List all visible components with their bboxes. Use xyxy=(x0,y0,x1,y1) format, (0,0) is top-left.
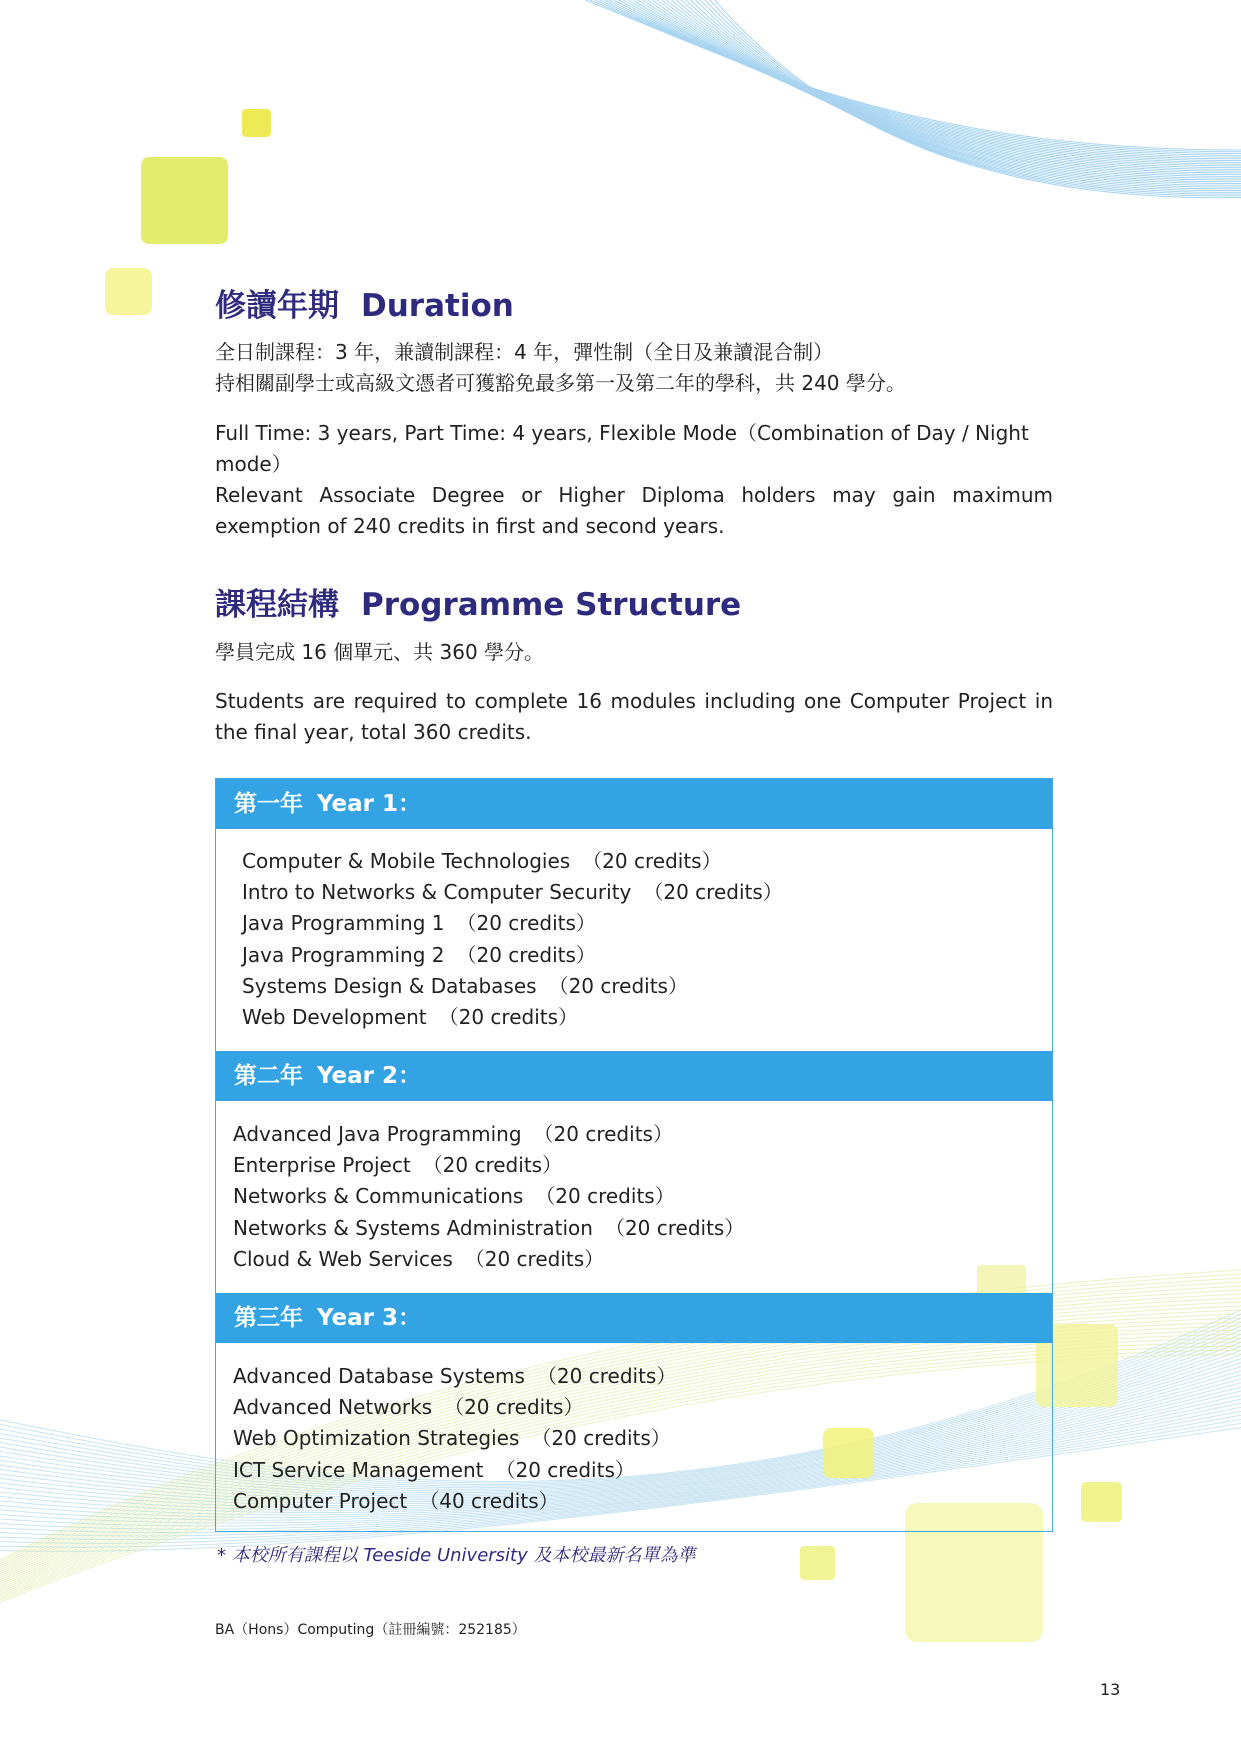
module-name: ICT Service Management xyxy=(233,1457,484,1482)
duration-en-line: Relevant Associate Degree or Higher Diploma holders may gain maximum exemption of 240 credits in first and second years. xyxy=(215,483,1053,538)
page-number: 13 xyxy=(1100,1680,1121,1699)
year-label-zh: 第一年 xyxy=(234,791,303,817)
module-name: Web Development xyxy=(242,1005,427,1030)
module-credits: （20 credits） xyxy=(548,973,688,998)
structure-en-paragraph xyxy=(215,686,1053,748)
duration-zh-line: 持相關副學士或高級文憑者可獲豁免最多第一及第二年的學科，共 240 學分。 xyxy=(215,371,906,395)
year-label-zh: 第二年 xyxy=(234,1063,303,1089)
module-credits: （20 credits） xyxy=(438,1005,579,1030)
module-name: Web Optimization Strategies xyxy=(233,1426,520,1451)
module-item xyxy=(242,1002,783,1033)
module-credits: （20 credits） xyxy=(531,1426,671,1451)
module-item xyxy=(233,1423,676,1454)
module-item xyxy=(233,1150,744,1181)
structure-zh-line: 學員完成 16 個單元、共 360 學分。 xyxy=(215,640,545,664)
year-1-header xyxy=(216,779,1052,829)
decorative-wave-line xyxy=(595,0,1241,154)
module-name: Systems Design & Databases xyxy=(242,973,537,998)
decorative-wave-line xyxy=(667,0,1241,180)
module-credits: （20 credits） xyxy=(444,1395,584,1420)
decorative-wave-line xyxy=(633,0,1241,168)
module-credits: （20 credits） xyxy=(456,942,596,967)
decorative-wave-line xyxy=(705,0,1241,194)
module-item xyxy=(233,1455,676,1486)
decorative-wave-line xyxy=(647,0,1241,173)
module-name: Networks & Communications xyxy=(233,1184,524,1209)
module-item xyxy=(242,940,783,971)
decorative-wave-line xyxy=(715,0,1241,198)
module-credits: （20 credits） xyxy=(643,880,783,905)
decorative-wave-line xyxy=(695,0,1241,191)
module-credits: （20 credits） xyxy=(582,849,722,873)
decorative-wave-line xyxy=(710,0,1241,196)
module-item xyxy=(233,1181,744,1212)
decorative-wave-line xyxy=(590,0,1241,152)
year-1-module-list xyxy=(242,846,783,1033)
duration-heading-en: Duration xyxy=(361,288,514,324)
decorative-square xyxy=(105,268,152,315)
module-item xyxy=(242,846,783,877)
duration-zh-line: 全日制課程：3 年，兼讀制課程：4 年，彈性制（全日及兼讀混合制） xyxy=(215,340,834,364)
duration-en-line: Full Time: 3 years, Part Time: 4 years, Flexible Mode（Combination of Day / Night mode） xyxy=(215,421,1029,476)
module-name: Computer Project xyxy=(233,1488,408,1513)
duration-en-paragraph xyxy=(215,418,1053,542)
decorative-wave-line xyxy=(614,0,1241,161)
module-item xyxy=(233,1119,744,1150)
module-name: Java Programming 2 xyxy=(242,942,445,967)
decorative-wave-line xyxy=(609,0,1241,159)
year-2-module-list xyxy=(233,1119,744,1275)
year-2-header xyxy=(216,1051,1052,1101)
decorative-square xyxy=(141,157,228,244)
module-name: Intro to Networks & Computer Security xyxy=(242,880,632,905)
module-item xyxy=(233,1392,676,1423)
decorative-wave-line xyxy=(700,0,1241,192)
module-item xyxy=(233,1244,744,1275)
structure-heading xyxy=(215,579,741,624)
programme-structure-table xyxy=(215,778,1053,1532)
decorative-wave-line xyxy=(604,0,1241,157)
module-name: Cloud & Web Services xyxy=(233,1246,453,1271)
module-name: Networks & Systems Administration xyxy=(233,1215,593,1240)
module-item xyxy=(233,1361,676,1392)
module-name: Advanced Networks xyxy=(233,1395,433,1420)
decorative-wave-line xyxy=(662,0,1241,178)
decorative-wave-line xyxy=(671,0,1241,182)
duration-heading xyxy=(215,280,514,325)
decorative-wave-line xyxy=(638,0,1241,169)
module-name: Advanced Java Programming xyxy=(233,1122,522,1146)
module-name: Java Programming 1 xyxy=(242,911,445,936)
structure-en-line: Students are required to complete 16 modules including one Computer Project in the final year, total 360 credits. xyxy=(215,689,1053,744)
module-credits: （20 credits） xyxy=(456,911,596,936)
module-credits: （20 credits） xyxy=(464,1246,605,1271)
structure-heading-zh: 課程結構 xyxy=(215,587,339,623)
decorative-wave-line xyxy=(623,0,1241,164)
decorative-wave-line xyxy=(619,0,1241,162)
module-credits: （20 credits） xyxy=(604,1215,745,1240)
module-name: Advanced Database Systems xyxy=(233,1364,525,1388)
module-name: Computer & Mobile Technologies xyxy=(242,849,571,873)
year-label-en: Year 2： xyxy=(317,1063,422,1089)
module-name: Enterprise Project xyxy=(233,1153,411,1178)
decorative-square xyxy=(1081,1482,1122,1522)
module-credits: （20 credits） xyxy=(533,1122,673,1146)
decorative-wave-line xyxy=(628,0,1241,166)
duration-zh-paragraph xyxy=(215,337,1053,399)
module-credits: （20 credits） xyxy=(536,1364,677,1388)
module-credits: （20 credits） xyxy=(535,1184,675,1209)
module-credits: （20 credits） xyxy=(422,1153,563,1178)
decorative-wave-line xyxy=(599,0,1241,155)
structure-zh-paragraph xyxy=(215,637,1053,668)
structure-heading-en: Programme Structure xyxy=(361,587,742,623)
decorative-wave-line xyxy=(657,0,1241,176)
year-3-header xyxy=(216,1293,1052,1343)
module-item xyxy=(242,908,783,939)
footnote: * 本校所有課程以 Teeside University 及本校最新名單為準 xyxy=(217,1545,696,1566)
module-item xyxy=(233,1486,676,1517)
decorative-square xyxy=(242,109,271,137)
module-item xyxy=(233,1213,744,1244)
decorative-wave-line xyxy=(676,0,1241,184)
module-item xyxy=(242,877,783,908)
year-label-en: Year 1： xyxy=(317,791,422,817)
decorative-wave-line xyxy=(652,0,1241,175)
year-3-module-list xyxy=(233,1361,676,1517)
duration-heading-zh: 修讀年期 xyxy=(215,288,339,324)
module-item xyxy=(242,971,783,1002)
decorative-square xyxy=(800,1546,835,1580)
decorative-wave-line xyxy=(681,0,1241,185)
year-label-zh: 第三年 xyxy=(234,1305,303,1331)
module-credits: （40 credits） xyxy=(419,1488,559,1513)
module-credits: （20 credits） xyxy=(495,1457,635,1482)
decorative-wave-line xyxy=(691,0,1241,189)
decorative-wave-line xyxy=(643,0,1241,171)
decorative-wave-line xyxy=(585,0,1241,150)
year-label-en: Year 3： xyxy=(317,1305,422,1331)
decorative-wave-line xyxy=(686,0,1241,187)
programme-registration-reference: BA（Hons）Computing（註冊編號：252185） xyxy=(215,1622,526,1638)
